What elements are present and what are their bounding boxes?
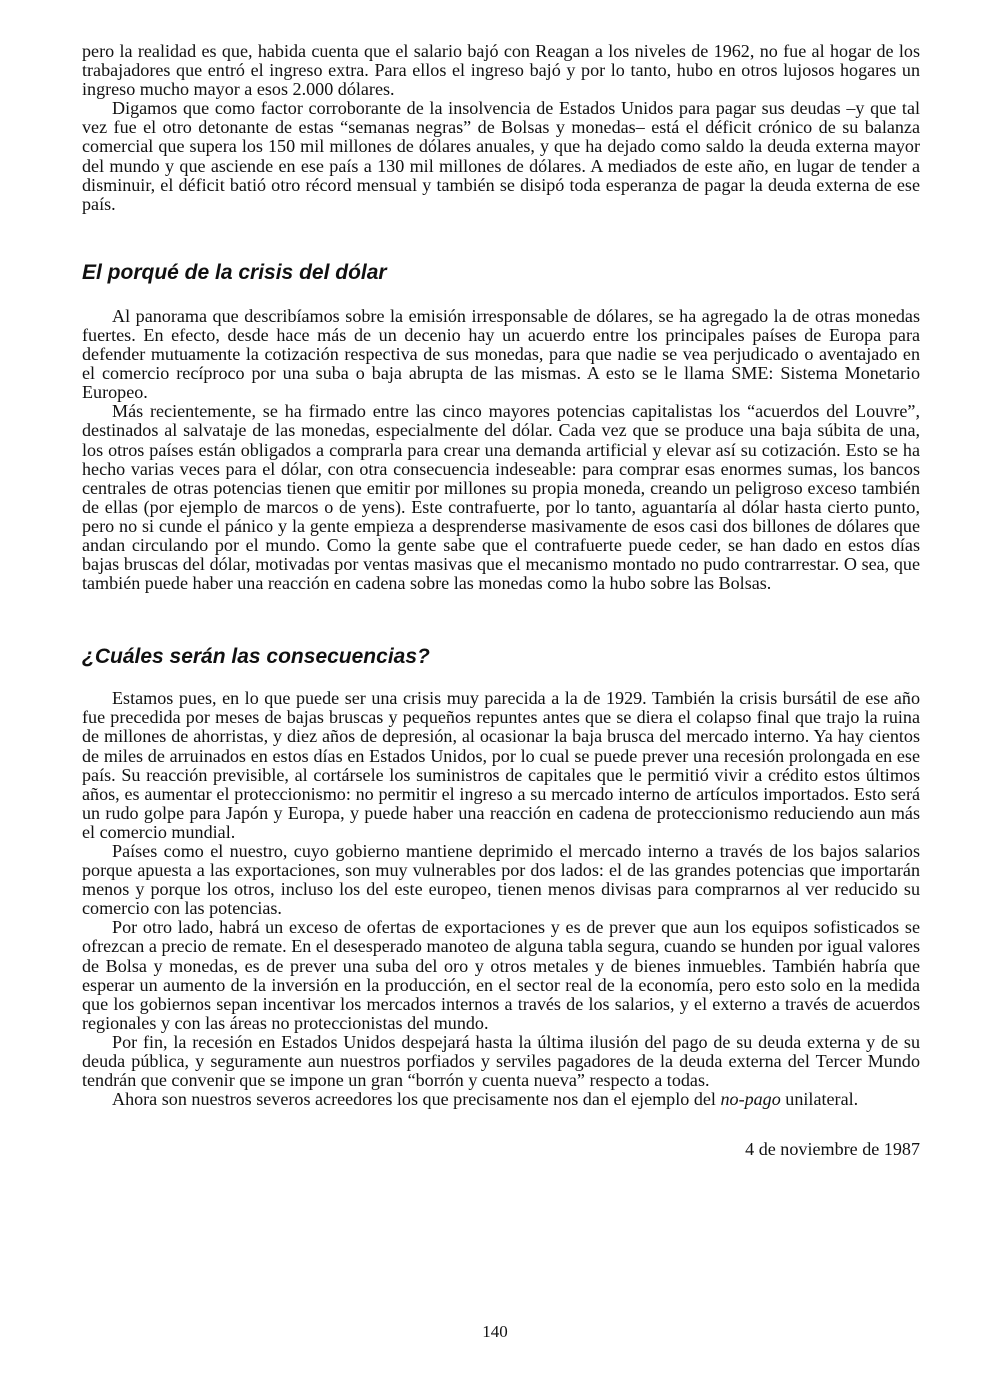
article-date: 4 de noviembre de 1987 [745, 1139, 920, 1160]
final-text-after: unilateral. [780, 1089, 859, 1110]
section-heading-consequences: ¿Cuáles serán las consecuencias? [82, 645, 430, 669]
page-number: 140 [482, 1322, 508, 1341]
paragraph: Más recientemente, se ha firmado entre las cinco mayores potencias capitalistas los “acuerdos del Louvre”, destinados al salvataje de las monedas, especialmente del dólar. Cada vez que se produce una baja súbita de una, los otros países están obligados a comprarla para crear una demanda artificial y elevar así su cotización. Esto se ha hecho varias veces para el dólar, con otra consecuencia indeseable: para comprar esas enormes sumas, los bancos centrales de otras potencias tienen que emitir por millones su propia moneda, creando un peligroso exceso también de ellas (por ejemplo de marcos o de yens). Este contrafuerte, por lo tanto, aguantaría al dólar hasta cierto punto, pero no si cunde el pánico y la gente empieza a desprenderse masivamente de esos casi dos billones de dólares que andan circulando por el mundo. Como la gente sabe que el contrafuerte puede ceder, se han dado en estos días bajas bruscas del dólar, motivadas por ventas masivas que el mecanismo montado no pudo contrarrestar. O sea, que también puede haber una reacción en cadena sobre las monedas como la hubo sobre las Bolsas. [82, 401, 920, 594]
paragraph: Digamos que como factor corroborante de la insolvencia de Estados Unidos para pagar sus deudas –y que tal vez fue el otro detonante de estas “semanas negras” de Bolsas y monedas– está el déficit crónico de su balanza comercial que supera los 150 mil millones de dólares anuales, y que ha dejado como saldo la deuda externa mayor del mundo y que asciende en ese país a 130 mil millones de dólares. A mediados de este año, en lugar de tender a disminuir, el déficit batió otro récord mensual y también se disipó toda esperanza de pagar la deuda externa de ese país. [82, 98, 920, 214]
paragraph: Por otro lado, habrá un exceso de ofertas de exportaciones y es de prever que aun los equipos sofisticados se ofrezcan a precio de remate. En el desesperado manoteo de alguna tabla segura, cuando se hunden por igual valores de Bolsa y monedas, es de prever una suba del oro y otros metales y de bienes inmuebles. También habría que esperar un aumento de la inversión en la producción, en el sector real de la economía, pero esto solo en la medida que los gobiernos sepan incentivar los mercados internos a través de los salarios, y el externo a través de acuerdos regionales y con las áreas no proteccionistas del mundo. [82, 917, 920, 1033]
final-text-italic: no-pago [720, 1089, 781, 1110]
paragraph: Países como el nuestro, cuyo gobierno mantiene deprimido el mercado interno a través de los bajos salarios porque apuesta a las exportaciones, son muy vulnerables por dos lados: el de las grandes potencias que importarán menos y porque los otros, incluso los del este europeo, tienen menos divisas para comprarnos al ver reducido su comercio con las potencias. [82, 841, 920, 919]
paragraph: pero la realidad es que, habida cuenta que el salario bajó con Reagan a los niveles de 1962, no fue al hogar de los trabajadores que entró el ingreso extra. Para ellos el ingreso bajó y por lo tanto, hubo en otros lujosos hogares un ingreso mucho mayor a esos 2.000 dólares. [82, 41, 920, 100]
paragraph: Por fin, la recesión en Estados Unidos despejará hasta la última ilusión del pago de su deuda externa y de su deuda pública, y seguramente aun nuestros porfiados y serviles pagadores de la deuda externa del Tercer Mundo tendrán que convenir que se impone un gran “borrón y cuenta nueva” respecto a todas. [82, 1031, 920, 1091]
section-heading-dolar-crisis: El porqué de la crisis del dólar [82, 260, 387, 284]
paragraph: Estamos pues, en lo que puede ser una crisis muy parecida a la de 1929. También la crisis bursátil de ese año fue precedida por meses de bajas bruscas y pequeños repuntes antes que se diera el colapso final que trajo la ruina de millones de ahorristas, y diez años de depresión, al ocasionar la baja brusca del mercado interno. Ya hay cientos de miles de arruinados en estos días en Estados Unidos, por lo cual se puede prever una recesión prolongada en ese país. Su reacción previsible, al cortársele los suministros de capitales que le permitió vivir a crédito estos últimos años, es aumentar el proteccionismo: no permitir el ingreso a su mercado interno de artículos importados. Esto será un rudo golpe para Japón y Europa, y puede haber una reacción en cadena de proteccionismo reduciendo aun más el comercio mundial. [82, 688, 920, 842]
paragraph: Al panorama que describíamos sobre la emisión irresponsable de dólares, se ha agregado la de otras monedas fuertes. En efecto, desde hace más de un decenio hay un acuerdo entre los principales países de Europa para defender mutuamente la cotización respectiva de sus monedas, para que nadie se vea perjudicado o aventajado en el comercio recíproco por una suba o baja abrupta de las mismas. A esto se le llama SME: Sistema Monetario Europeo. [82, 305, 920, 403]
final-text-before: Ahora son nuestros severos acreedores los que precisamente nos dan el ejemplo del [112, 1089, 721, 1110]
page-body [82, 42, 920, 1160]
paragraph-final [82, 1090, 920, 1109]
